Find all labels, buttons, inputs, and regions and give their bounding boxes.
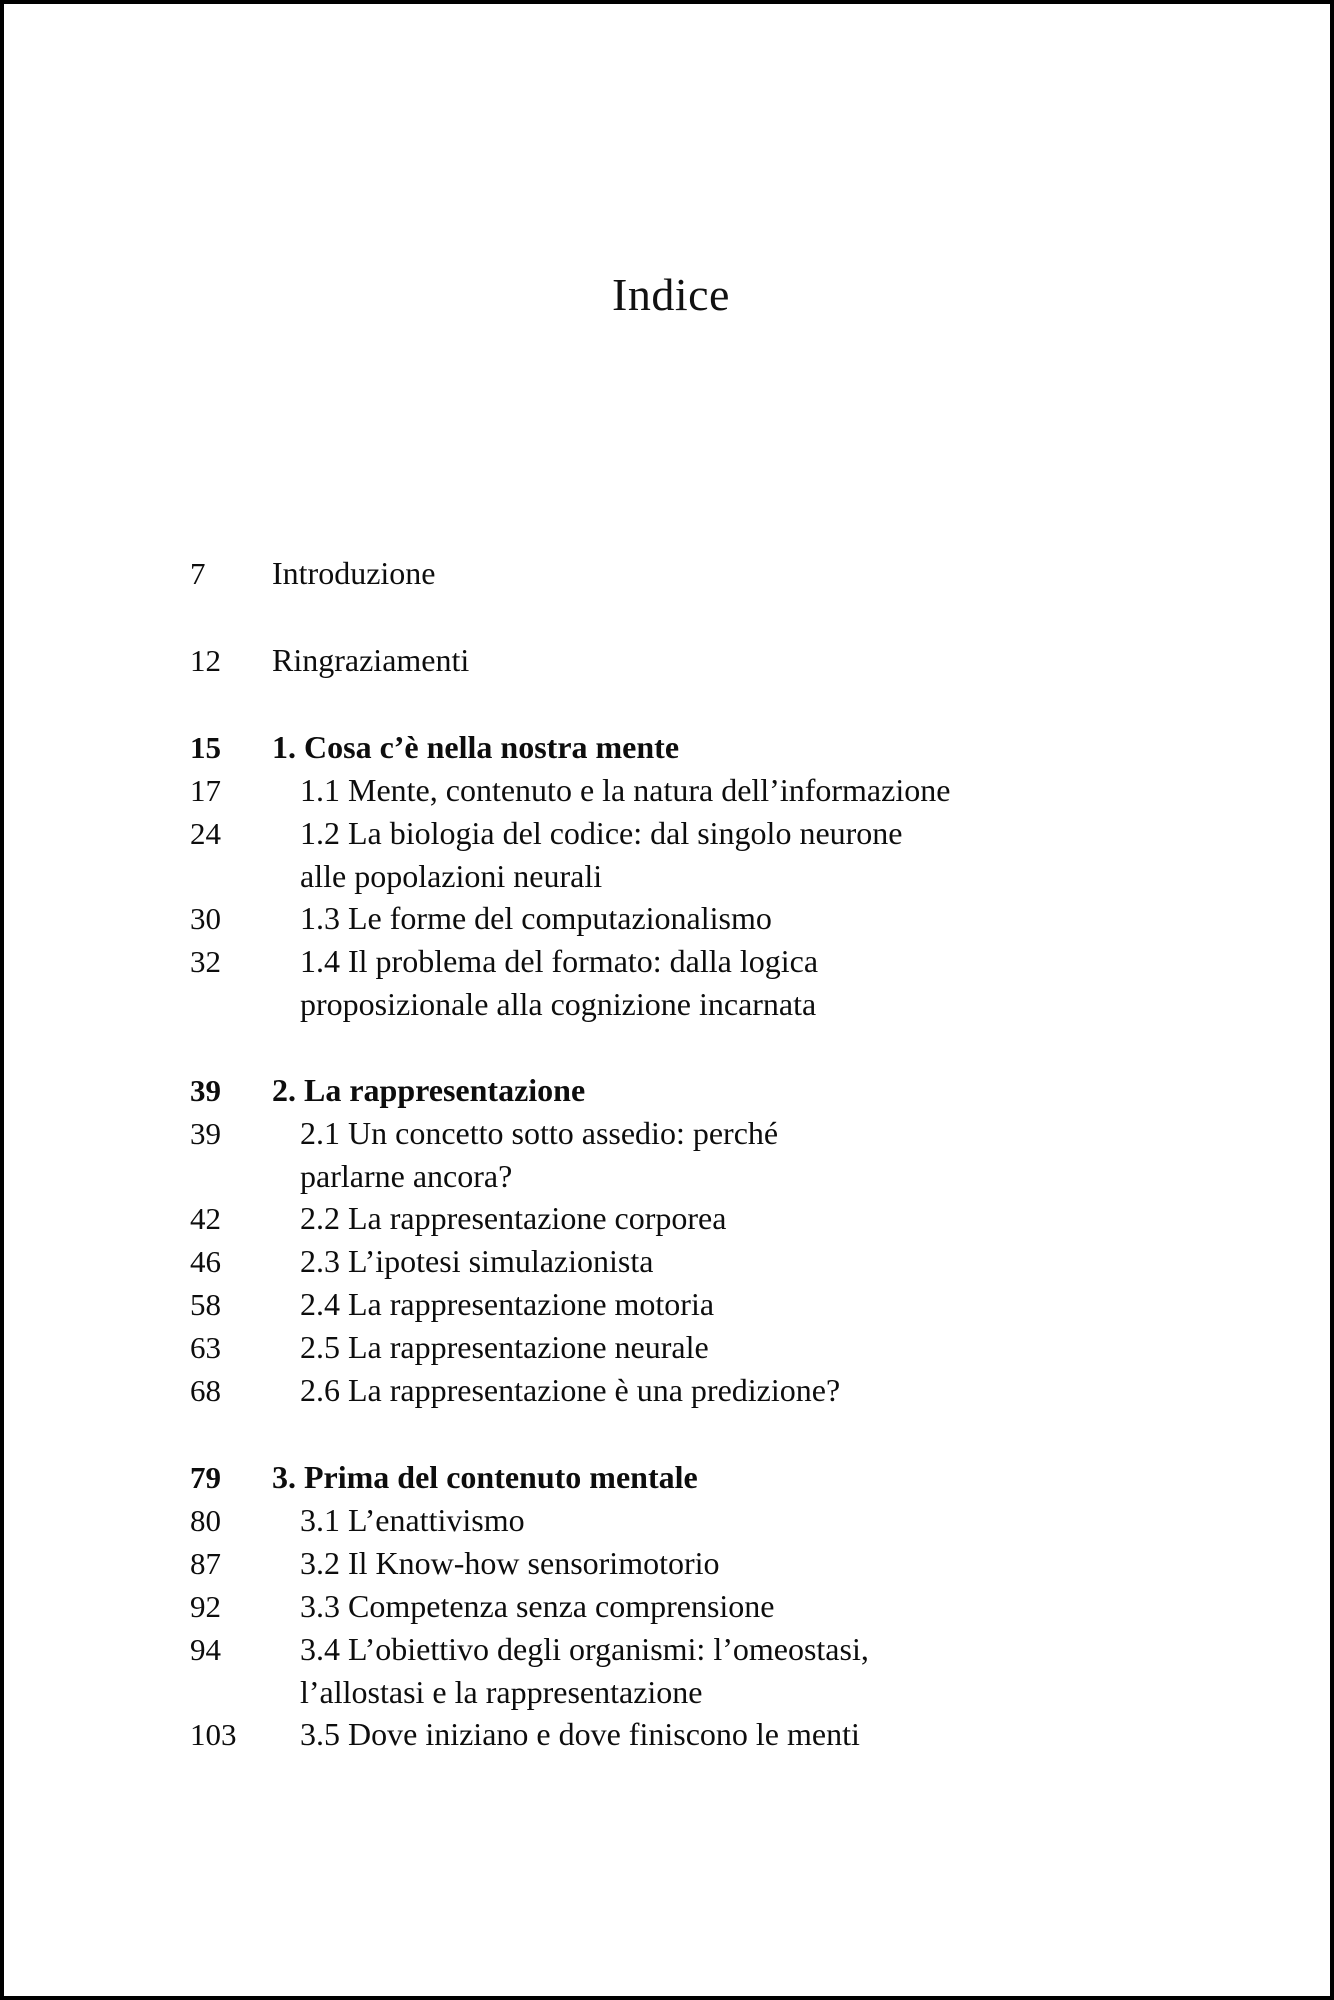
toc-chapter-label: 2. La rappresentazione <box>272 1072 586 1108</box>
toc-entry-label-continued: parlarne ancora? <box>300 1158 513 1194</box>
toc-entry-list <box>190 552 1240 1756</box>
toc-entry-page-number: 32 <box>190 944 221 979</box>
toc-entry-label-continued: proposizionale alla cognizione incarnata <box>300 986 817 1022</box>
toc-entry[interactable] <box>190 1713 1240 1756</box>
toc-entry-page-number: 87 <box>190 1546 221 1581</box>
toc-chapter-page-number: 39 <box>190 1073 221 1108</box>
toc-entry-page-number: 68 <box>190 1373 221 1408</box>
toc-entry[interactable] <box>190 552 1240 595</box>
toc-entry-page-number: 80 <box>190 1503 221 1538</box>
toc-entry-label: 3.5 Dove iniziano e dove finiscono le menti <box>300 1716 860 1752</box>
toc-entry-label: 2.6 La rappresentazione è una predizione? <box>300 1372 841 1408</box>
toc-entry-page-number: 12 <box>190 643 221 678</box>
toc-entry-label: 2.5 La rappresentazione neurale <box>300 1329 709 1365</box>
toc-entry-label: 3.4 L’obiettivo degli organismi: l’omeostasi, <box>300 1631 869 1667</box>
toc-entry-label: 1.4 Il problema del formato: dalla logica <box>300 943 819 979</box>
toc-chapter-entry[interactable] <box>190 726 1240 769</box>
toc-entry-page-number: 17 <box>190 773 221 808</box>
toc-entry-label: 1.2 La biologia del codice: dal singolo neurone <box>300 815 903 851</box>
toc-entry[interactable] <box>190 940 1240 983</box>
toc-entry-page-number: 94 <box>190 1632 221 1667</box>
toc-chapter-page-number: 15 <box>190 730 221 765</box>
toc-entry-label: 2.1 Un concetto sotto assedio: perché <box>300 1115 779 1151</box>
toc-entry[interactable] <box>190 1112 1240 1155</box>
page-title: Indice <box>612 269 730 320</box>
toc-entry-label: Introduzione <box>272 555 436 591</box>
toc-chapter-entry[interactable] <box>190 1456 1240 1499</box>
toc-entry-continuation <box>190 1671 1240 1713</box>
toc-chapter-page-number: 79 <box>190 1460 221 1495</box>
toc-chapter-entry[interactable] <box>190 1069 1240 1112</box>
toc-group-chapter-3 <box>190 1456 1240 1756</box>
toc-entry[interactable] <box>190 1326 1240 1369</box>
toc-group-chapter-2 <box>190 1069 1240 1412</box>
toc-entry-continuation <box>190 1155 1240 1197</box>
toc-entry[interactable] <box>190 769 1240 812</box>
toc-entry-page-number: 58 <box>190 1287 221 1322</box>
toc-entry-label-continued: l’allostasi e la rappresentazione <box>300 1674 703 1710</box>
toc-entry-label: Ringraziamenti <box>272 642 470 678</box>
toc-group-front-introduzione <box>190 552 1240 595</box>
toc-entry-label: 2.3 L’ipotesi simulazionista <box>300 1243 654 1279</box>
toc-entry-continuation <box>190 983 1240 1025</box>
toc-group-front-ringraziamenti <box>190 639 1240 682</box>
toc-entry-label: 3.1 L’enattivismo <box>300 1502 525 1538</box>
toc-entry[interactable] <box>190 1283 1240 1326</box>
toc-chapter-label: 1. Cosa c’è nella nostra mente <box>272 729 680 765</box>
toc-entry-page-number: 7 <box>190 556 206 591</box>
toc-entry-label: 1.3 Le forme del computazionalismo <box>300 900 772 936</box>
toc-entry-page-number: 42 <box>190 1201 221 1236</box>
toc-entry[interactable] <box>190 1628 1240 1671</box>
toc-entry[interactable] <box>190 1499 1240 1542</box>
toc-entry-page-number: 46 <box>190 1244 221 1279</box>
toc-entry[interactable] <box>190 1542 1240 1585</box>
toc-entry[interactable] <box>190 1585 1240 1628</box>
toc-entry-label-continued: alle popolazioni neurali <box>300 858 603 894</box>
toc-entry-page-number: 92 <box>190 1589 221 1624</box>
toc-entry-label: 2.2 La rappresentazione corporea <box>300 1200 727 1236</box>
toc-entry-page-number: 103 <box>190 1717 237 1752</box>
toc-entry-label: 1.1 Mente, contenuto e la natura dell’informazione <box>300 772 951 808</box>
toc-entry-page-number: 39 <box>190 1116 221 1151</box>
toc-entry-continuation <box>190 855 1240 897</box>
toc-entry[interactable] <box>190 1369 1240 1412</box>
toc-group-chapter-1 <box>190 726 1240 1025</box>
toc-entry-page-number: 24 <box>190 816 221 851</box>
toc-entry-label: 3.2 Il Know-how sensorimotorio <box>300 1545 720 1581</box>
toc-entry-page-number: 30 <box>190 901 221 936</box>
toc-chapter-label: 3. Prima del contenuto mentale <box>272 1459 698 1495</box>
toc-entry[interactable] <box>190 1197 1240 1240</box>
toc-entry[interactable] <box>190 812 1240 855</box>
toc-entry-page-number: 63 <box>190 1330 221 1365</box>
toc-entry-label: 2.4 La rappresentazione motoria <box>300 1286 715 1322</box>
toc-entry[interactable] <box>190 897 1240 940</box>
toc-entry-label: 3.3 Competenza senza comprensione <box>300 1588 775 1624</box>
toc-entry[interactable] <box>190 1240 1240 1283</box>
toc-entry[interactable] <box>190 639 1240 682</box>
